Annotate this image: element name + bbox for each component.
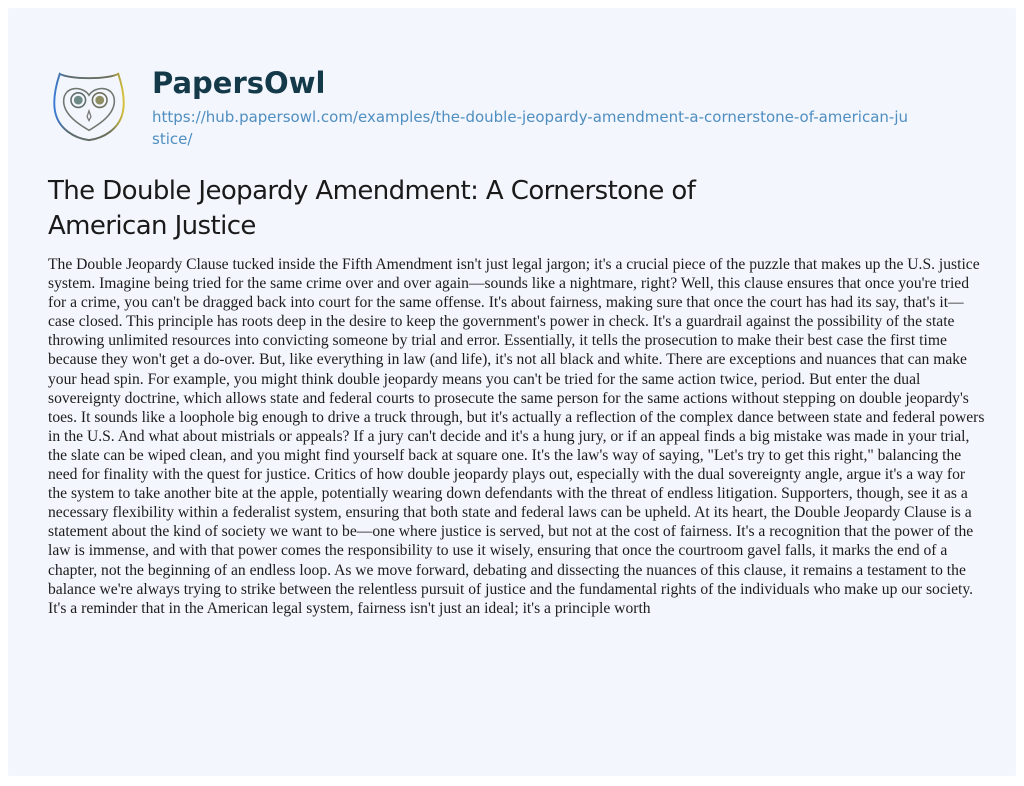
brand-text bbox=[152, 66, 912, 150]
brand-header bbox=[50, 66, 912, 150]
owl-logo-icon bbox=[50, 66, 128, 144]
source-url-link[interactable]: https://hub.papersowl.com/examples/the-double-jeopardy-amendment-a-cornerstone-of-american-justice/ bbox=[152, 108, 909, 148]
article-body: The Double Jeopardy Clause tucked inside the Fifth Amendment isn't just legal jargon; it's a crucial piece of the puzzle that makes up the U.S. justice system. Imagine being tried for the same crime over and over again—sounds like a nightmare, right? Well, this clause ensures that once you're tried for a crime, you can't be dragged back into court for the same offense. It's about fairness, making sure that once the court has had its say, that's it—case closed. This principle has roots deep in the desire to keep the government's power in check. It's a guardrail against the possibility of the state throwing unlimited resources into convicting someone by trial and error. Essentially, it tells the prosecution to make their best case the first time because they won't get a do-over. But, like everything in law (and life), it's not all black and white. There are exceptions and nuances that can make your head spin. For example, you might think double jeopardy means you can't be tried for the same action twice, period. But enter the dual sovereignty doctrine, which allows state and federal courts to prosecute the same person for the same actions without stepping on double jeopardy's toes. It sounds like a loophole big enough to drive a truck through, but it's actually a reflection of the complex dance between state and federal powers in the U.S. And what about mistrials or appeals? If a jury can't decide and it's a hung jury, or if an appeal finds a big mistake was made in your trial, the slate can be wiped clean, and you might find yourself back at square one. It's the law's way of saying, "Let's try to get this right," balancing the need for finality with the quest for justice. Critics of how double jeopardy plays out, especially with the dual sovereignty angle, argue it's a way for the system to take another bite at the apple, potentially wearing down defendants with the threat of endless litigation. Supporters, though, see it as a necessary flexibility within a federalist system, ensuring that both state and federal laws can be upheld. At its heart, the Double Jeopardy Clause is a statement about the kind of society we want to be—one where justice is served, but not at the cost of fairness. It's a recognition that the power of the law is immense, and with that power comes the responsibility to use it wisely, ensuring that once the courtroom gavel falls, it marks the end of a chapter, not the beginning of an endless loop. As we move forward, debating and dissecting the nuances of this clause, it remains a testament to the balance we're always trying to strike between the relentless pursuit of justice and the fundamental rights of the individuals who make up our society. It's a reminder that in the American legal system, fairness isn't just an ideal; it's a principle worth bbox=[48, 256, 985, 617]
brand-name: PapersOwl bbox=[152, 66, 326, 100]
page-title: The Double Jeopardy Amendment: A Cornerstone of American Justice bbox=[48, 176, 696, 241]
